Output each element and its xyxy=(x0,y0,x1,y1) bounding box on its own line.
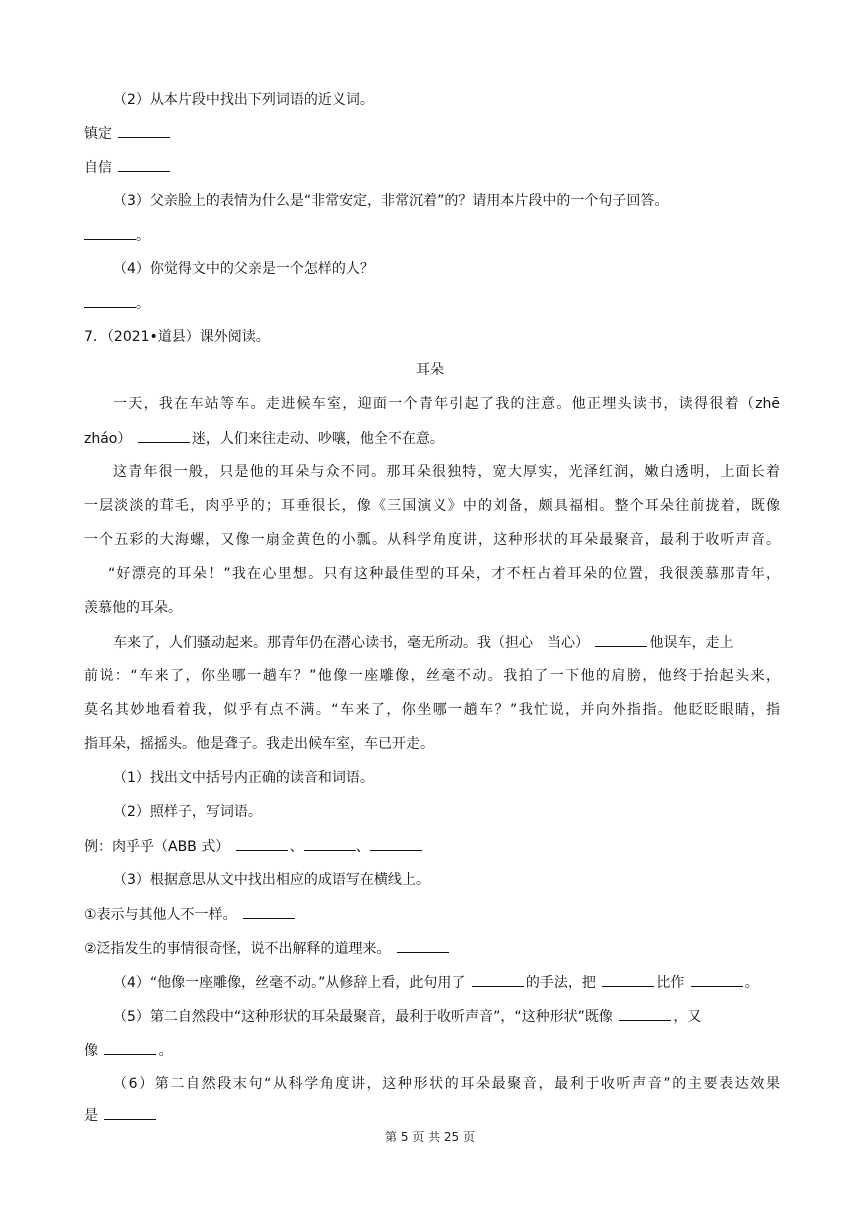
passage-line: 这青年很一般，只是他的耳朵与众不同。那耳朵很独特，宽大厚实，光泽红润，嫩白透明，上面长着 xyxy=(113,464,780,480)
passage-text: 车来了，人们骚动起来。那青年仍在潜心读书，毫无所动。我（担心 当心） xyxy=(113,635,589,651)
period: 。 xyxy=(136,296,150,312)
question-3-prompt: （3）父亲脸上的表情为什么是“非常安定，非常沉着”的？请用本片段中的一个句子回答。 xyxy=(113,193,669,209)
answer-blank[interactable] xyxy=(602,972,654,987)
question-text: （4）“他像一座雕像，丝毫不动。”从修辞上看，此句用了 xyxy=(113,975,466,991)
separator: 、 xyxy=(355,839,370,855)
answer-blank[interactable] xyxy=(118,123,170,138)
subquestion-6: （6）第二自然段末句“从科学角度讲，这种形状的耳朵最聚音，最利于收听声音”的主要表达效果 xyxy=(113,1076,780,1092)
synonym-row-zixin xyxy=(84,157,780,178)
word-zhending: 镇定 xyxy=(84,126,112,142)
question-text: 比作 xyxy=(656,975,685,991)
answer-blank[interactable] xyxy=(138,428,190,443)
answer-blank[interactable] xyxy=(243,904,295,919)
passage-line: 羡慕他的耳朵。 xyxy=(84,600,182,616)
passage-line: 前说：“车来了，你坐哪一趟车？”他像一座雕像，丝毫不动。我拍了一下他的肩膀，他终于抬起头来， xyxy=(84,668,780,684)
answer-blank[interactable] xyxy=(304,836,356,851)
idiom-row-2 xyxy=(84,938,780,959)
answer-blank[interactable] xyxy=(84,225,136,240)
separator: 、 xyxy=(289,839,304,855)
answer-blank[interactable] xyxy=(370,836,422,851)
passage-line: 莫名其妙地看着我，似乎有点不满。“车来了，你坐哪一趟车？”我忙说，并向外指指。他眨眨眼睛，指 xyxy=(84,702,780,718)
period: 。 xyxy=(136,228,150,244)
subquestion-2: （2）照样子，写词语。 xyxy=(113,804,262,820)
question-4-prompt: （4）你觉得文中的父亲是一个怎样的人？ xyxy=(113,261,374,277)
passage-line: 一天，我在车站等车。走进候车室，迎面一个青年引起了我的注意。他正埋头读书，读得很着（zhē xyxy=(113,396,780,412)
example-row xyxy=(84,836,780,857)
subquestion-3: （3）根据意思从文中找出相应的成语写在横线上。 xyxy=(113,872,430,888)
answer-blank[interactable] xyxy=(619,1006,671,1021)
word-zixin: 自信 xyxy=(84,160,112,176)
period: 。 xyxy=(158,1043,173,1059)
answer-blank[interactable] xyxy=(104,1040,156,1055)
subquestion-4 xyxy=(113,972,809,993)
passage-text: 他误车，走上 xyxy=(649,635,734,651)
synonym-row-zhending xyxy=(84,123,780,144)
passage-line xyxy=(113,632,809,653)
question-text: 的手法，把 xyxy=(525,975,596,991)
passage-line: “好漂亮的耳朵！”我在心里想。只有这种最佳型的耳朵，才不枉占着耳朵的位置，我很羡慕那青年， xyxy=(108,566,780,582)
question-7-heading: 7．（2021•道县）课外阅读。 xyxy=(84,329,270,345)
subquestion-6-cont xyxy=(84,1105,780,1126)
passage-line: 一层淡淡的茸毛，肉乎乎的；耳垂很长，像《三国演义》中的刘备，颇具福相。整个耳朵往前拢着，既像 xyxy=(84,498,780,514)
passage-text: 迷，人们来往走动、吵嚷，他全不在意。 xyxy=(191,431,444,447)
question-3-answer-row xyxy=(84,225,780,246)
period: 。 xyxy=(744,975,759,991)
example-text: 例：肉乎乎（ABB 式） xyxy=(84,839,230,855)
question-2-prompt: （2）从本片段中找出下列词语的近义词。 xyxy=(113,92,374,108)
idiom-hint: ②泛指发生的事情很奇怪，说不出解释的道理来。 xyxy=(84,941,391,957)
passage-line: 指耳朵，摇摇头。他是聋子。我走出候车室，车已开走。 xyxy=(84,736,434,752)
question-text: 像 xyxy=(84,1043,98,1059)
answer-blank[interactable] xyxy=(595,632,647,647)
passage-line xyxy=(84,428,780,449)
question-4-answer-row xyxy=(84,293,780,314)
idiom-hint: ①表示与其他人不一样。 xyxy=(84,907,237,923)
question-text: 是 xyxy=(84,1108,98,1124)
subquestion-5 xyxy=(113,1006,809,1027)
answer-blank[interactable] xyxy=(236,836,288,851)
answer-blank[interactable] xyxy=(104,1105,156,1120)
answer-blank[interactable] xyxy=(472,972,524,987)
pinyin-text: zháo） xyxy=(84,431,132,447)
page-footer: 第 5 页 共 25 页 xyxy=(385,1130,475,1144)
question-text: （5）第二自然段中“这种形状的耳朵最聚音，最利于收听声音”，“这种形状”既像 xyxy=(113,1009,613,1025)
passage-title: 耳朵 xyxy=(416,362,444,378)
question-text: ，又 xyxy=(673,1009,702,1025)
answer-blank[interactable] xyxy=(84,293,136,308)
answer-blank[interactable] xyxy=(118,157,170,172)
idiom-row-1 xyxy=(84,904,780,925)
answer-blank[interactable] xyxy=(397,938,449,953)
passage-line: 一个五彩的大海螺，又像一扇金黄色的小瓢。从科学角度讲，这种形状的耳朵最聚音，最利于收听声音。 xyxy=(84,532,780,548)
answer-blank[interactable] xyxy=(691,972,743,987)
subquestion-1: （1）找出文中括号内正确的读音和词语。 xyxy=(113,770,374,786)
subquestion-5-cont xyxy=(84,1040,780,1061)
